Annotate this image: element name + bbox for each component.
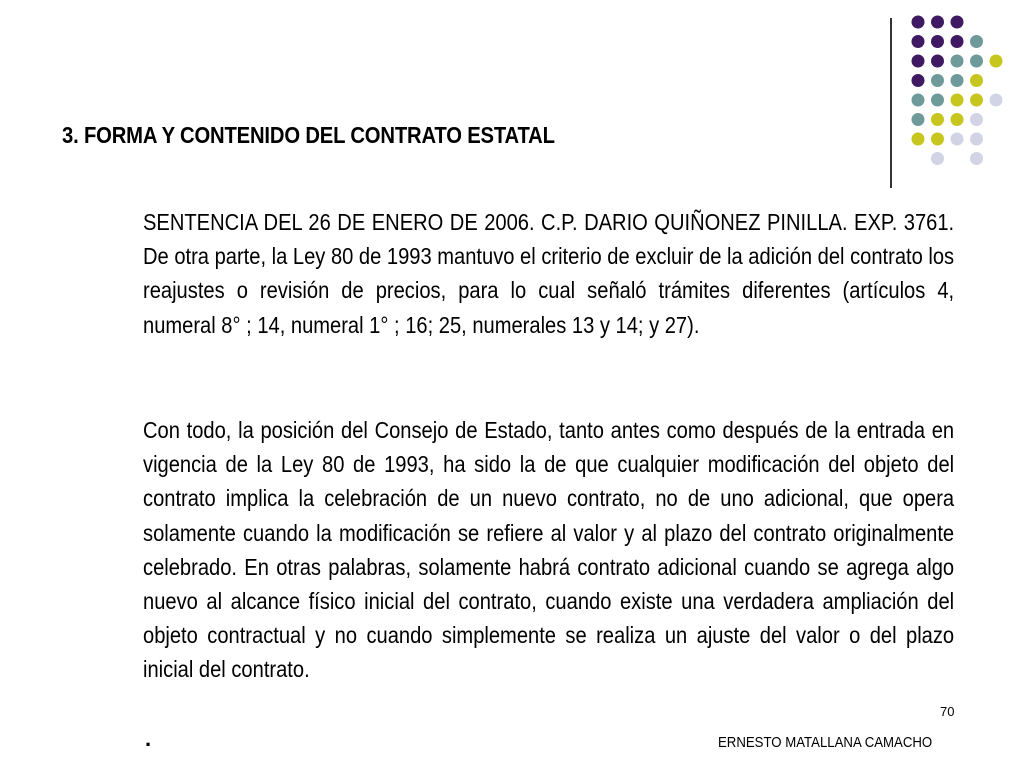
decorative-dot: [970, 133, 983, 146]
trailing-mark: .: [145, 726, 152, 751]
decorative-dot: [990, 55, 1003, 68]
paragraph-2: [143, 413, 954, 687]
decorative-dot: [912, 94, 925, 107]
decorative-dot: [912, 16, 925, 29]
decorative-dot: [990, 94, 1003, 107]
slide-title: 3. FORMA Y CONTENIDO DEL CONTRATO ESTATAL: [62, 122, 555, 148]
decorative-dot: [931, 16, 944, 29]
author-footer: ERNESTO MATALLANA CAMACHO: [718, 734, 933, 751]
decorative-dot: [931, 113, 944, 126]
decorative-dot: [931, 35, 944, 48]
decorative-dot: [951, 16, 964, 29]
decorative-dot: [951, 133, 964, 146]
decorative-dot: [931, 74, 944, 87]
decorative-dot: [970, 94, 983, 107]
decorative-dot: [951, 74, 964, 87]
decorative-dot-grid: [900, 8, 1020, 178]
decorative-dot: [970, 74, 983, 87]
decorative-dot: [951, 113, 964, 126]
decorative-dot: [912, 133, 925, 146]
decorative-dot: [951, 35, 964, 48]
paragraph-1: [143, 205, 954, 342]
paragraph-2-text: Con todo, la posición del Consejo de Estado, tanto antes como después de la entrada en vigencia de la Ley 80 de 1993, ha sido la de que cualquier modificación del objeto del contrato implica la celebración de un nuevo contrato, no de uno adicional, que opera solamente cuando la modificación se refiere al valor y al plazo del contrato originalmente celebrado. En otras palabras, solamente habrá contrato adicional cuando se agrega algo nuevo al alcance físico inicial del contrato, cuando existe una verdadera ampliación del objeto contractual y no cuando simplemente se realiza un ajuste del valor o del plazo inicial del contrato.: [143, 417, 955, 683]
decorative-dot: [912, 35, 925, 48]
decorative-dot: [912, 55, 925, 68]
decorative-dot: [951, 55, 964, 68]
decorative-dot: [912, 113, 925, 126]
page-number: 70: [940, 704, 955, 719]
decorative-dot: [931, 152, 944, 165]
decorative-dot: [931, 55, 944, 68]
decorative-dot: [970, 152, 983, 165]
decorative-dot: [931, 94, 944, 107]
decorative-dot: [970, 35, 983, 48]
decorative-dot: [951, 94, 964, 107]
decorative-dot: [970, 55, 983, 68]
decorative-dot: [931, 133, 944, 146]
decorative-dot: [912, 74, 925, 87]
decorative-vertical-rule: [890, 18, 892, 188]
decorative-dot: [970, 113, 983, 126]
paragraph-1-text: SENTENCIA DEL 26 DE ENERO DE 2006. C.P. DARIO QUIÑONEZ PINILLA. EXP. 3761. De otra parte, la Ley 80 de 1993 mantuvo el criterio de excluir de la adición del contrato los reajustes o revisión de precios, para lo cual señaló trámites diferentes (artículos 4, numeral 8° ; 14, numeral 1° ; 16; 25, numerales 13 y 14; y 27).: [143, 209, 955, 338]
